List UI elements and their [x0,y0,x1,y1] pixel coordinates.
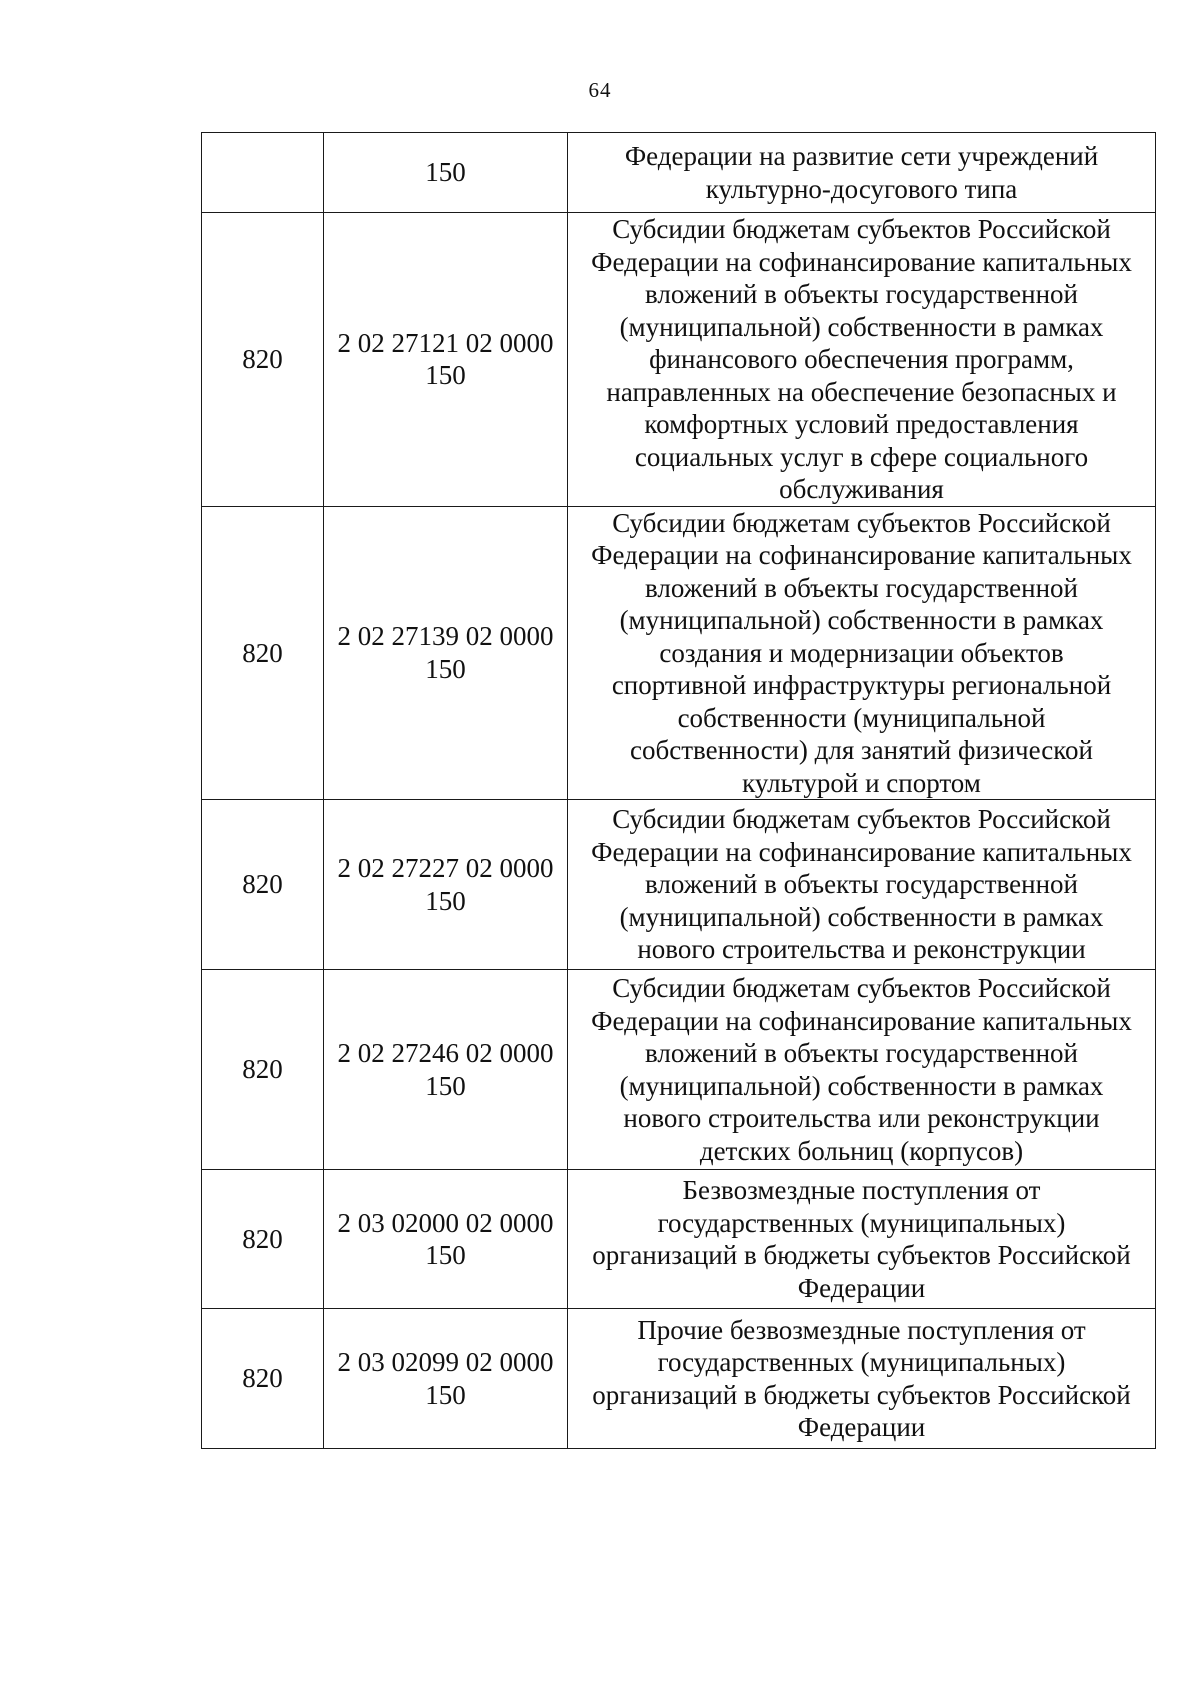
table-row [202,1170,1156,1309]
budget-code-line-2: 150 [425,1240,466,1270]
description-cell [568,133,1156,213]
description-line: нового строительства и реконструкции [637,934,1086,965]
description-line: государственных (муниципальных) [657,1347,1066,1377]
budget-code-line-2: 150 [425,1070,466,1101]
description-line: направленных на обеспечение безопасных и [606,376,1117,407]
description-line: Безвозмездные поступления от [682,1175,1041,1205]
description-line: организаций в бюджеты субъектов Российской [592,1240,1131,1270]
budget-code-cell [324,213,568,507]
description-line: Субсидии бюджетам субъектов Российской [612,804,1111,835]
budget-code-line-1: 2 02 27246 02 0000 [337,1038,554,1068]
budget-code-cell [324,1309,568,1449]
description-line: Федерации [797,1272,926,1303]
budget-code-table [201,132,1156,1449]
description-line: Федерации [797,1412,926,1442]
description-line: собственности (муниципальной [677,702,1046,733]
description-cell [568,1309,1156,1449]
description-line: (муниципальной) собственности в рамках [619,311,1104,342]
description-line: создания и модернизации объектов [659,637,1064,668]
description-line: Федерации на софинансирование капитальных [591,246,1132,277]
description-line: Субсидии бюджетам субъектов Российской [612,214,1111,244]
description-line: Федерации на развитие сети учреждений [624,141,1099,171]
budget-code-line-2: 150 [425,885,466,916]
budget-code-line-2: 150 [425,1379,466,1410]
page-number: 64 [588,78,612,102]
budget-code-line-2: 150 [425,157,466,188]
budget-code-line-1: 2 02 27227 02 0000 [337,853,554,883]
description-cell [568,213,1156,507]
description-line: финансового обеспечения программ, [649,344,1074,374]
admin-code-cell: 820 [202,800,324,970]
budget-code-line-1: 2 02 27139 02 0000 [337,621,554,652]
description-line: обслуживания [779,474,944,504]
description-line: (муниципальной) собственности в рамках [619,605,1104,635]
budget-code-cell [324,506,568,800]
description-line: детских больниц (корпусов) [699,1135,1024,1166]
admin-code-cell: 820 [202,970,324,1170]
description-line: вложений в объекты государственной [645,572,1078,603]
description-line: вложений в объекты государственной [645,1038,1078,1068]
description-line: организаций в бюджеты субъектов Российской [592,1379,1131,1410]
admin-code-cell: 820 [202,1309,324,1449]
table-row [202,970,1156,1170]
description-line: спортивной инфраструктуры региональной [611,670,1112,700]
description-line: (муниципальной) собственности в рамках [619,1070,1104,1101]
admin-code-cell: 820 [202,506,324,800]
table-row [202,506,1156,800]
table-row [202,213,1156,507]
description-line: культурно-досугового типа [705,173,1018,204]
description-cell [568,1170,1156,1309]
table-row [202,1309,1156,1449]
description-line: культурой и спортом [742,767,981,798]
description-line: Федерации на софинансирование капитальных [591,836,1132,867]
table-row [202,800,1156,970]
description-line: собственности) для занятий физической [630,735,1093,765]
budget-code-cell [324,970,568,1170]
budget-code-cell [324,133,568,213]
description-line: социальных услуг в сфере социального [634,441,1089,472]
description-line: (муниципальной) собственности в рамках [619,901,1104,932]
admin-code-cell: 820 [202,213,324,507]
budget-code-cell [324,1170,568,1309]
description-line: комфортных условий предоставления [644,409,1079,439]
budget-code-line-1: 2 03 02000 02 0000 [337,1207,554,1238]
admin-code-cell [202,133,324,213]
budget-code-cell [324,800,568,970]
description-cell [568,506,1156,800]
budget-code-line-2: 150 [425,360,466,391]
description-line: вложений в объекты государственной [645,869,1078,900]
description-line: вложений в объекты государственной [645,279,1078,309]
admin-code-cell: 820 [202,1170,324,1309]
description-line: государственных (муниципальных) [657,1207,1066,1238]
description-line: Федерации на софинансирование капитальных [591,1005,1132,1036]
table-body [202,133,1156,1449]
budget-code-line-1: 2 02 27121 02 0000 [337,327,554,358]
description-line: Прочие безвозмездные поступления от [637,1314,1086,1345]
budget-code-line-1: 2 03 02099 02 0000 [337,1347,554,1377]
table-row [202,133,1156,213]
description-line: Федерации на софинансирование капитальных [591,540,1132,570]
description-line: Субсидии бюджетам субъектов Российской [612,507,1111,538]
budget-code-line-2: 150 [425,653,466,684]
description-line: нового строительства или реконструкции [623,1103,1100,1133]
description-cell [568,970,1156,1170]
description-line: Субсидии бюджетам субъектов Российской [612,973,1111,1003]
description-cell [568,800,1156,970]
